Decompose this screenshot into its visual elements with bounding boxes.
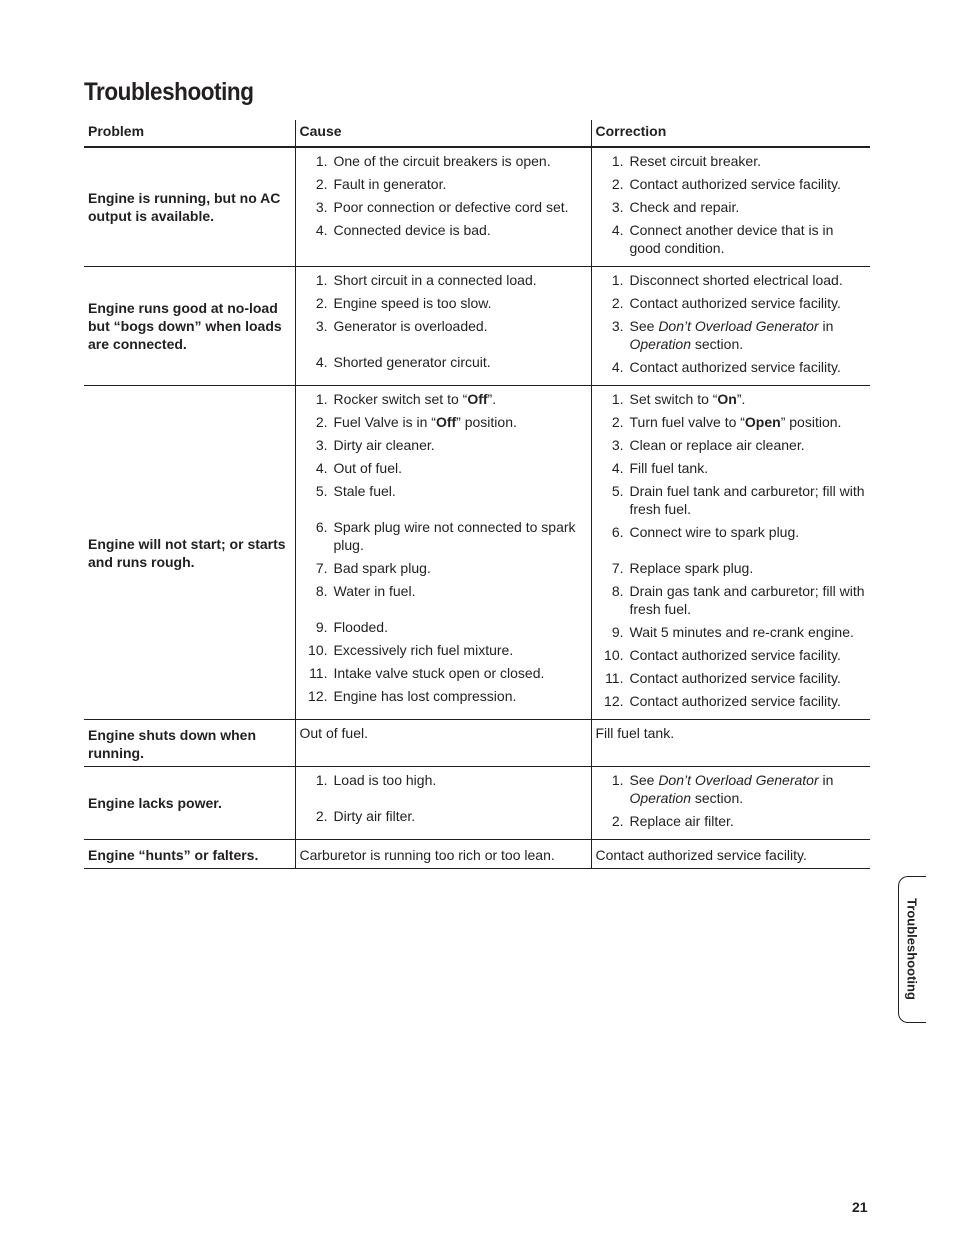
list-item: 8. Water in fuel. <box>315 583 416 599</box>
correction-text: Contact authorized service facility. <box>595 847 807 863</box>
list-item: 4. Shorted generator circuit. <box>315 354 491 370</box>
header-correction: Correction <box>591 120 870 147</box>
list-item: 4. Connect another device that is in good condition. <box>611 222 834 256</box>
list-item: 4. Out of fuel. <box>315 460 402 476</box>
list-item: 3. Generator is overloaded. <box>315 318 488 334</box>
cause-cell <box>295 840 591 869</box>
list-item: 2. Engine speed is too slow. <box>315 295 492 311</box>
list-item: 3. Poor connection or defective cord set. <box>315 199 569 215</box>
table-header-row <box>84 120 870 147</box>
correction-cell <box>591 267 870 386</box>
list-item: 2. Turn fuel valve to “Open” position. <box>611 414 842 430</box>
problem-cell: Engine runs good at no-load but “bogs down” when loads are connected. <box>84 267 295 386</box>
list-item: 2. Replace air filter. <box>611 813 734 829</box>
list-item: 11. Intake valve stuck open or closed. <box>309 665 545 681</box>
list-item: 10. Excessively rich fuel mixture. <box>308 642 514 658</box>
list-item: 1. See Don’t Overload Generator in Operation section. <box>611 772 834 806</box>
cause-cell <box>295 386 591 720</box>
list-item: 12. Contact authorized service facility. <box>604 693 841 709</box>
problem-cell: Engine shuts down when running. <box>84 720 295 767</box>
cause-cell <box>295 267 591 386</box>
list-item: 10. Contact authorized service facility. <box>604 647 841 663</box>
list-item: 3. Check and repair. <box>611 199 740 215</box>
list-item: 12. Engine has lost compression. <box>308 688 517 704</box>
cause-text: Carburetor is running too rich or too lean. <box>299 847 555 863</box>
table-row <box>84 386 870 720</box>
list-item: 5. Drain fuel tank and carburetor; fill with fresh fuel. <box>611 483 865 517</box>
list-item: 7. Bad spark plug. <box>315 560 431 576</box>
list-item: 2. Contact authorized service facility. <box>611 295 841 311</box>
list-item: 2. Contact authorized service facility. <box>611 176 841 192</box>
list-item: 1. Set switch to “On”. <box>611 391 746 407</box>
list-item: 9. Flooded. <box>315 619 388 635</box>
list-item: 2. Fault in generator. <box>315 176 447 192</box>
list-item: 1. Load is too high. <box>315 772 437 788</box>
list-item: 5. Stale fuel. <box>315 483 396 499</box>
problem-cell: Engine “hunts” or falters. <box>84 840 295 869</box>
list-item: 6. Spark plug wire not connected to spark plug. <box>315 519 576 553</box>
correction-cell <box>591 720 870 767</box>
problem-cell: Engine is running, but no AC output is available. <box>84 147 295 267</box>
correction-text: Fill fuel tank. <box>595 725 675 741</box>
header-problem: Problem <box>84 120 295 147</box>
list-item: 3. Clean or replace air cleaner. <box>611 437 805 453</box>
list-item: 1. One of the circuit breakers is open. <box>315 153 551 169</box>
cause-cell <box>295 147 591 267</box>
list-item: 1. Short circuit in a connected load. <box>315 272 537 288</box>
list-item: 8. Drain gas tank and carburetor; fill with fresh fuel. <box>611 583 865 617</box>
list-item: 6. Connect wire to spark plug. <box>611 524 800 540</box>
correction-cell <box>591 767 870 840</box>
problem-cell: Engine will not start; or starts and runs rough. <box>84 386 295 720</box>
list-item: 2. Fuel Valve is in “Off” position. <box>315 414 517 430</box>
list-item: 1. Reset circuit breaker. <box>611 153 761 169</box>
correction-cell <box>591 386 870 720</box>
cause-cell <box>295 720 591 767</box>
troubleshooting-table <box>84 120 870 869</box>
list-item: 7. Replace spark plug. <box>611 560 754 576</box>
list-item: 4. Contact authorized service facility. <box>611 359 841 375</box>
table-row <box>84 720 870 767</box>
list-item: 4. Fill fuel tank. <box>611 460 709 476</box>
list-item: 3. See Don’t Overload Generator in Operation section. <box>611 318 834 352</box>
list-item: 11. Contact authorized service facility. <box>605 670 841 686</box>
list-item: 1. Disconnect shorted electrical load. <box>611 272 843 288</box>
page-number: 21 <box>852 1199 868 1215</box>
section-tab-label: Troubleshooting <box>904 898 920 1000</box>
list-item: 9. Wait 5 minutes and re-crank engine. <box>611 624 854 640</box>
table-row <box>84 267 870 386</box>
correction-cell <box>591 147 870 267</box>
list-item: 1. Rocker switch set to “Off”. <box>315 391 497 407</box>
table-row <box>84 147 870 267</box>
table-row <box>84 767 870 840</box>
correction-cell <box>591 840 870 869</box>
list-item: 3. Dirty air cleaner. <box>315 437 435 453</box>
list-item: 2. Dirty air filter. <box>315 808 416 824</box>
list-item: 4. Connected device is bad. <box>315 222 491 238</box>
table-row <box>84 840 870 869</box>
cause-cell <box>295 767 591 840</box>
cause-text: Out of fuel. <box>299 725 368 741</box>
problem-cell: Engine lacks power. <box>84 767 295 840</box>
page-title: Troubleshooting <box>84 78 254 106</box>
header-cause: Cause <box>295 120 591 147</box>
